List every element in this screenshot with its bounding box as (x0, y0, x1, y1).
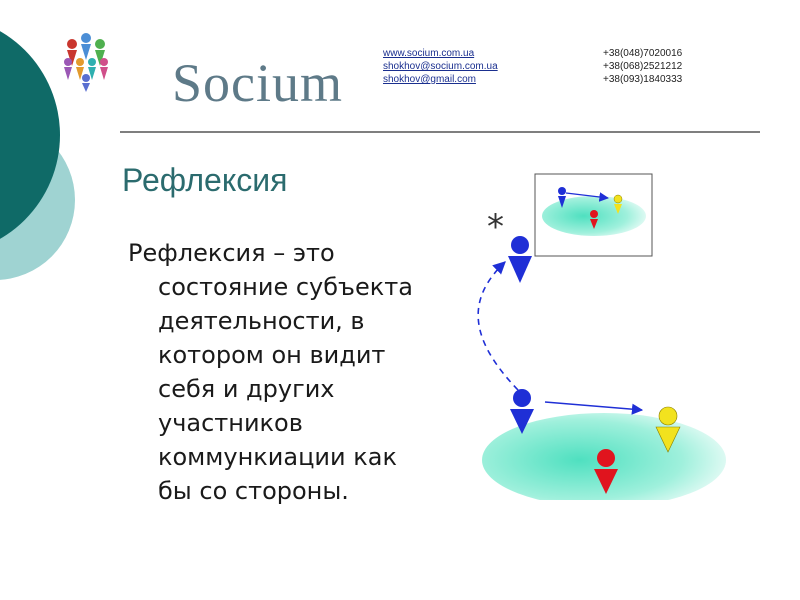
logo-wordmark: Socium (172, 53, 344, 113)
phone-number: +38(068)2521212 (603, 61, 683, 72)
logo-figures-icon (58, 32, 114, 92)
header-divider (120, 131, 760, 133)
phone-number: +38(048)7020016 (603, 48, 683, 59)
asterisk-mark: * (487, 207, 504, 247)
contact-links (383, 47, 563, 86)
work-email-link[interactable]: shokhov@socium.com.ua (383, 61, 498, 72)
phone-number: +38(093)1840333 (603, 74, 683, 85)
communication-arrow (545, 402, 642, 410)
reflection-dashed-arrow (478, 262, 518, 390)
reflecting-blue-figure (508, 236, 532, 283)
contact-phones (603, 47, 723, 86)
website-link[interactable]: www.socium.com.ua (383, 48, 475, 59)
reflection-illustration (470, 170, 740, 500)
slide-title: Рефлексия (122, 162, 288, 198)
socium-logo (58, 32, 344, 113)
personal-email-link[interactable]: shokhov@gmail.com (383, 74, 476, 85)
slide-body-text: Рефлексия – это состояние субъекта деятельности, в котором он видит себя и других участников коммункиации как бы со стороны. (128, 239, 413, 505)
